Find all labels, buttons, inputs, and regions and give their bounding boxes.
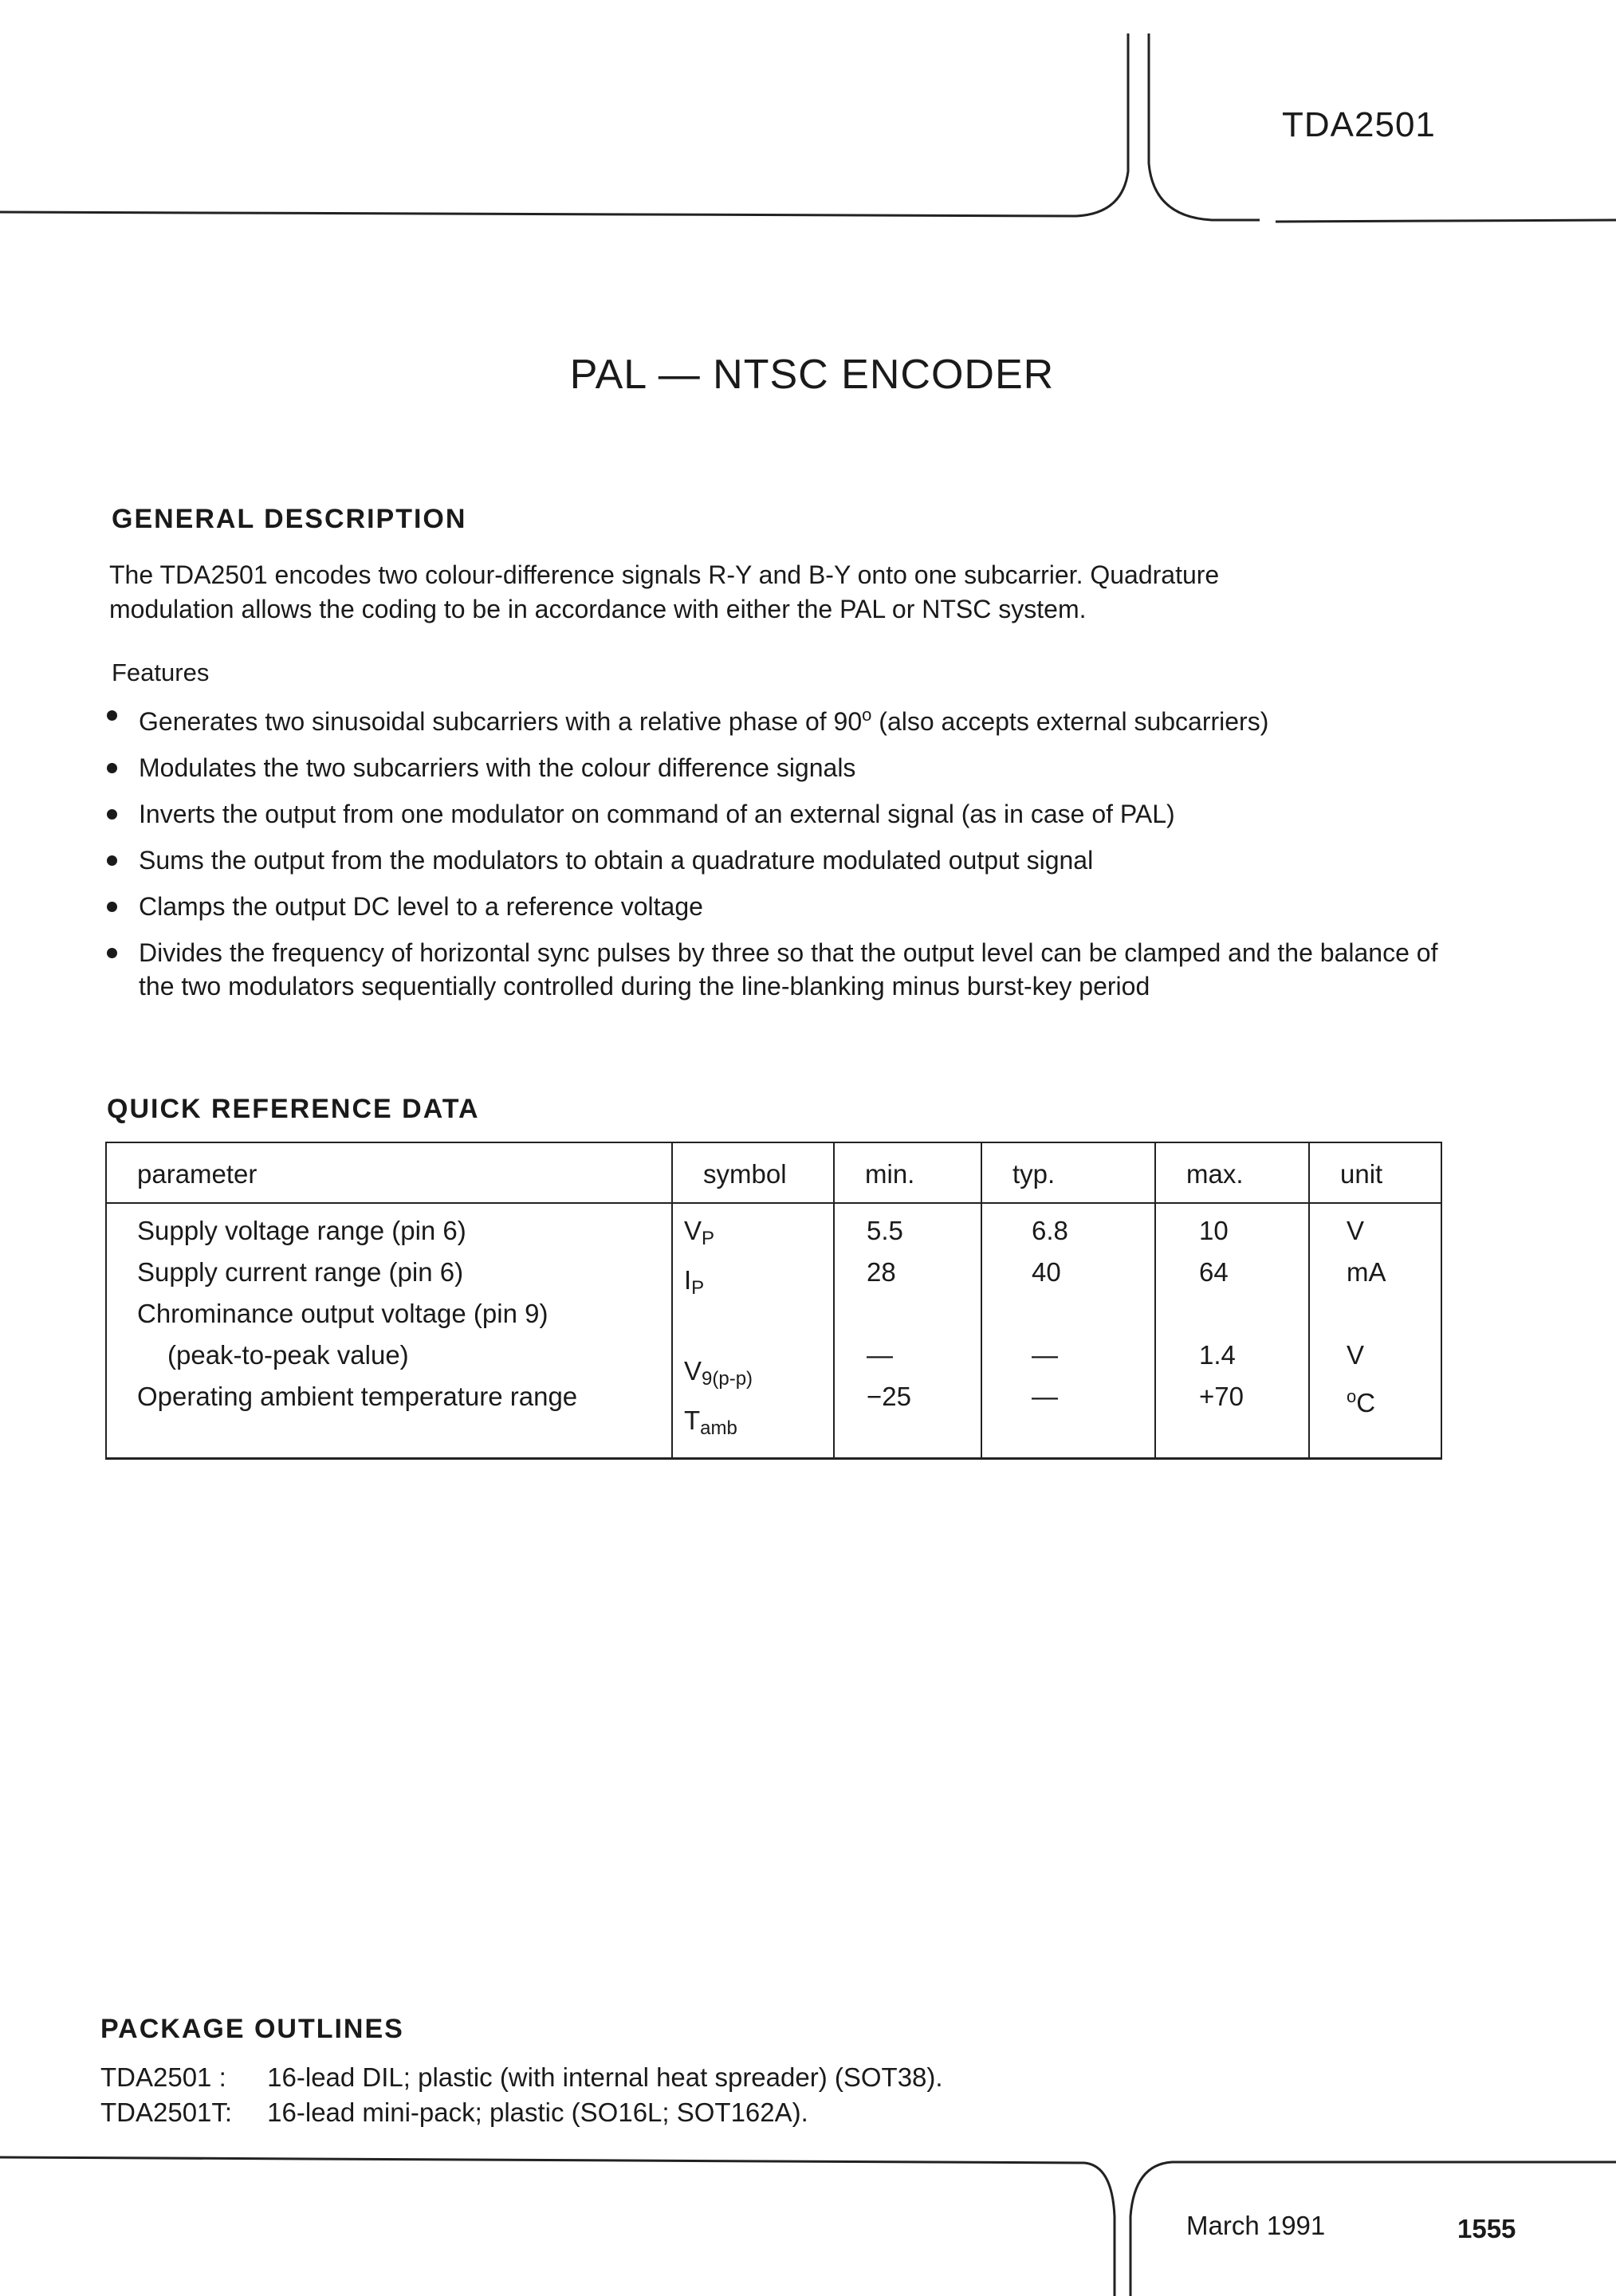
general-description-line-1: The TDA2501 encodes two colour-difference signals R-Y and B-Y onto one subcarrier. Quadrature: [109, 560, 1220, 589]
min-value: 5.5: [867, 1216, 903, 1245]
symbol: [684, 1210, 833, 1260]
min-value: 28: [867, 1257, 896, 1287]
symbol-cell: [672, 1203, 834, 1459]
footer-date: March 1991: [1186, 2211, 1326, 2240]
min-value: −25: [867, 1382, 911, 1411]
quick-reference-heading: QUICK REFERENCE DATA: [107, 1094, 480, 1124]
symbol-base: I: [684, 1265, 692, 1295]
table-row: [106, 1203, 1441, 1459]
general-description-text: [109, 558, 1219, 627]
general-description-line-2: modulation allows the coding to be in accordance with either the PAL or NTSC system.: [109, 595, 1087, 623]
package-outlines-heading: PACKAGE OUTLINES: [100, 2014, 404, 2044]
table-header-row: [106, 1142, 1441, 1203]
general-description-heading: GENERAL DESCRIPTION: [112, 504, 467, 534]
unit-value: mA: [1347, 1257, 1386, 1287]
features-label: Features: [112, 659, 210, 686]
page-title: PAL — NTSC ENCODER: [569, 352, 1055, 398]
unit-letter: C: [1356, 1388, 1376, 1417]
package-description: 16-lead mini-pack; plastic (SO16L; SOT162A).: [267, 2097, 808, 2127]
symbol-sub: 9(p-p): [702, 1368, 753, 1390]
max-value: 10: [1199, 1216, 1229, 1245]
symbol-base: V: [684, 1216, 702, 1245]
quick-reference-table: [105, 1142, 1442, 1460]
symbol: [684, 1260, 833, 1309]
param-line: Supply current range (pin 6): [137, 1257, 464, 1287]
symbol: [684, 1400, 833, 1449]
package-part: TDA2501T:: [100, 2097, 233, 2127]
package-item: [100, 2095, 943, 2130]
header-symbol: symbol: [672, 1142, 834, 1203]
typ-value: 40: [1032, 1257, 1061, 1287]
feature-item: Inverts the output from one modulator on command of an external signal (as in case of PAL): [104, 797, 1459, 831]
param-line: Supply voltage range (pin 6): [137, 1216, 466, 1245]
part-number: TDA2501: [1282, 105, 1436, 144]
spacer: [1032, 1293, 1154, 1335]
header-parameter: parameter: [106, 1142, 672, 1203]
feature-item: Sums the output from the modulators to obtain a quadrature modulated output signal: [104, 843, 1459, 877]
features-list: [104, 698, 1459, 1016]
header-unit: unit: [1309, 1142, 1441, 1203]
symbol-spacer: [684, 1309, 833, 1350]
symbol-sub: amb: [700, 1417, 737, 1439]
symbol-base: V: [684, 1356, 702, 1386]
typ-value: —: [1032, 1382, 1058, 1411]
unit-value: [1347, 1376, 1441, 1424]
typ-value: 6.8: [1032, 1216, 1068, 1245]
unit-value: V: [1347, 1340, 1365, 1370]
param-line: (peak-to-peak value): [167, 1340, 409, 1370]
param-cell: [106, 1203, 672, 1459]
header-min: min.: [834, 1142, 981, 1203]
feature-item: Modulates the two subcarriers with the colour difference signals: [104, 751, 1459, 784]
max-value: +70: [1199, 1382, 1244, 1411]
spacer: [1199, 1293, 1308, 1335]
spacer: [1347, 1293, 1441, 1335]
min-value: —: [867, 1340, 893, 1370]
degree-sup: o: [1347, 1386, 1357, 1406]
feature-item: [104, 698, 1459, 738]
package-part: TDA2501 :: [100, 2062, 226, 2092]
header-typ: typ.: [981, 1142, 1155, 1203]
symbol: [684, 1350, 833, 1400]
param-line: Chrominance output voltage (pin 9): [137, 1299, 548, 1328]
param-line: Operating ambient temperature range: [137, 1382, 578, 1411]
feature-text: Generates two sinusoidal subcarriers with a relative phase of 90: [139, 707, 863, 736]
min-cell: [834, 1203, 981, 1459]
typ-cell: [981, 1203, 1155, 1459]
package-description: 16-lead DIL; plastic (with internal heat spreader) (SOT38).: [267, 2062, 943, 2092]
unit-value: V: [1347, 1216, 1365, 1245]
max-value: 64: [1199, 1257, 1229, 1287]
page-number: 1555: [1457, 2214, 1516, 2243]
feature-item: Divides the frequency of horizontal sync pulses by three so that the output level can be clamped and the balance of the two modulators sequentially controlled during the line-blanking minus burst-key period: [104, 936, 1459, 1003]
spacer: [867, 1293, 981, 1335]
symbol-sub: P: [702, 1228, 715, 1249]
symbol-base: T: [684, 1406, 701, 1435]
unit-cell: [1309, 1203, 1441, 1459]
package-item: [100, 2060, 943, 2095]
typ-value: —: [1032, 1340, 1058, 1370]
feature-text-tail: (also accepts external subcarriers): [871, 707, 1269, 736]
header-max: max.: [1155, 1142, 1309, 1203]
max-cell: [1155, 1203, 1309, 1459]
symbol-sub: P: [691, 1277, 705, 1299]
feature-item: Clamps the output DC level to a reference voltage: [104, 890, 1459, 923]
max-value: 1.4: [1199, 1340, 1236, 1370]
degree-sup: o: [862, 705, 872, 725]
package-outlines-list: [100, 2060, 943, 2130]
